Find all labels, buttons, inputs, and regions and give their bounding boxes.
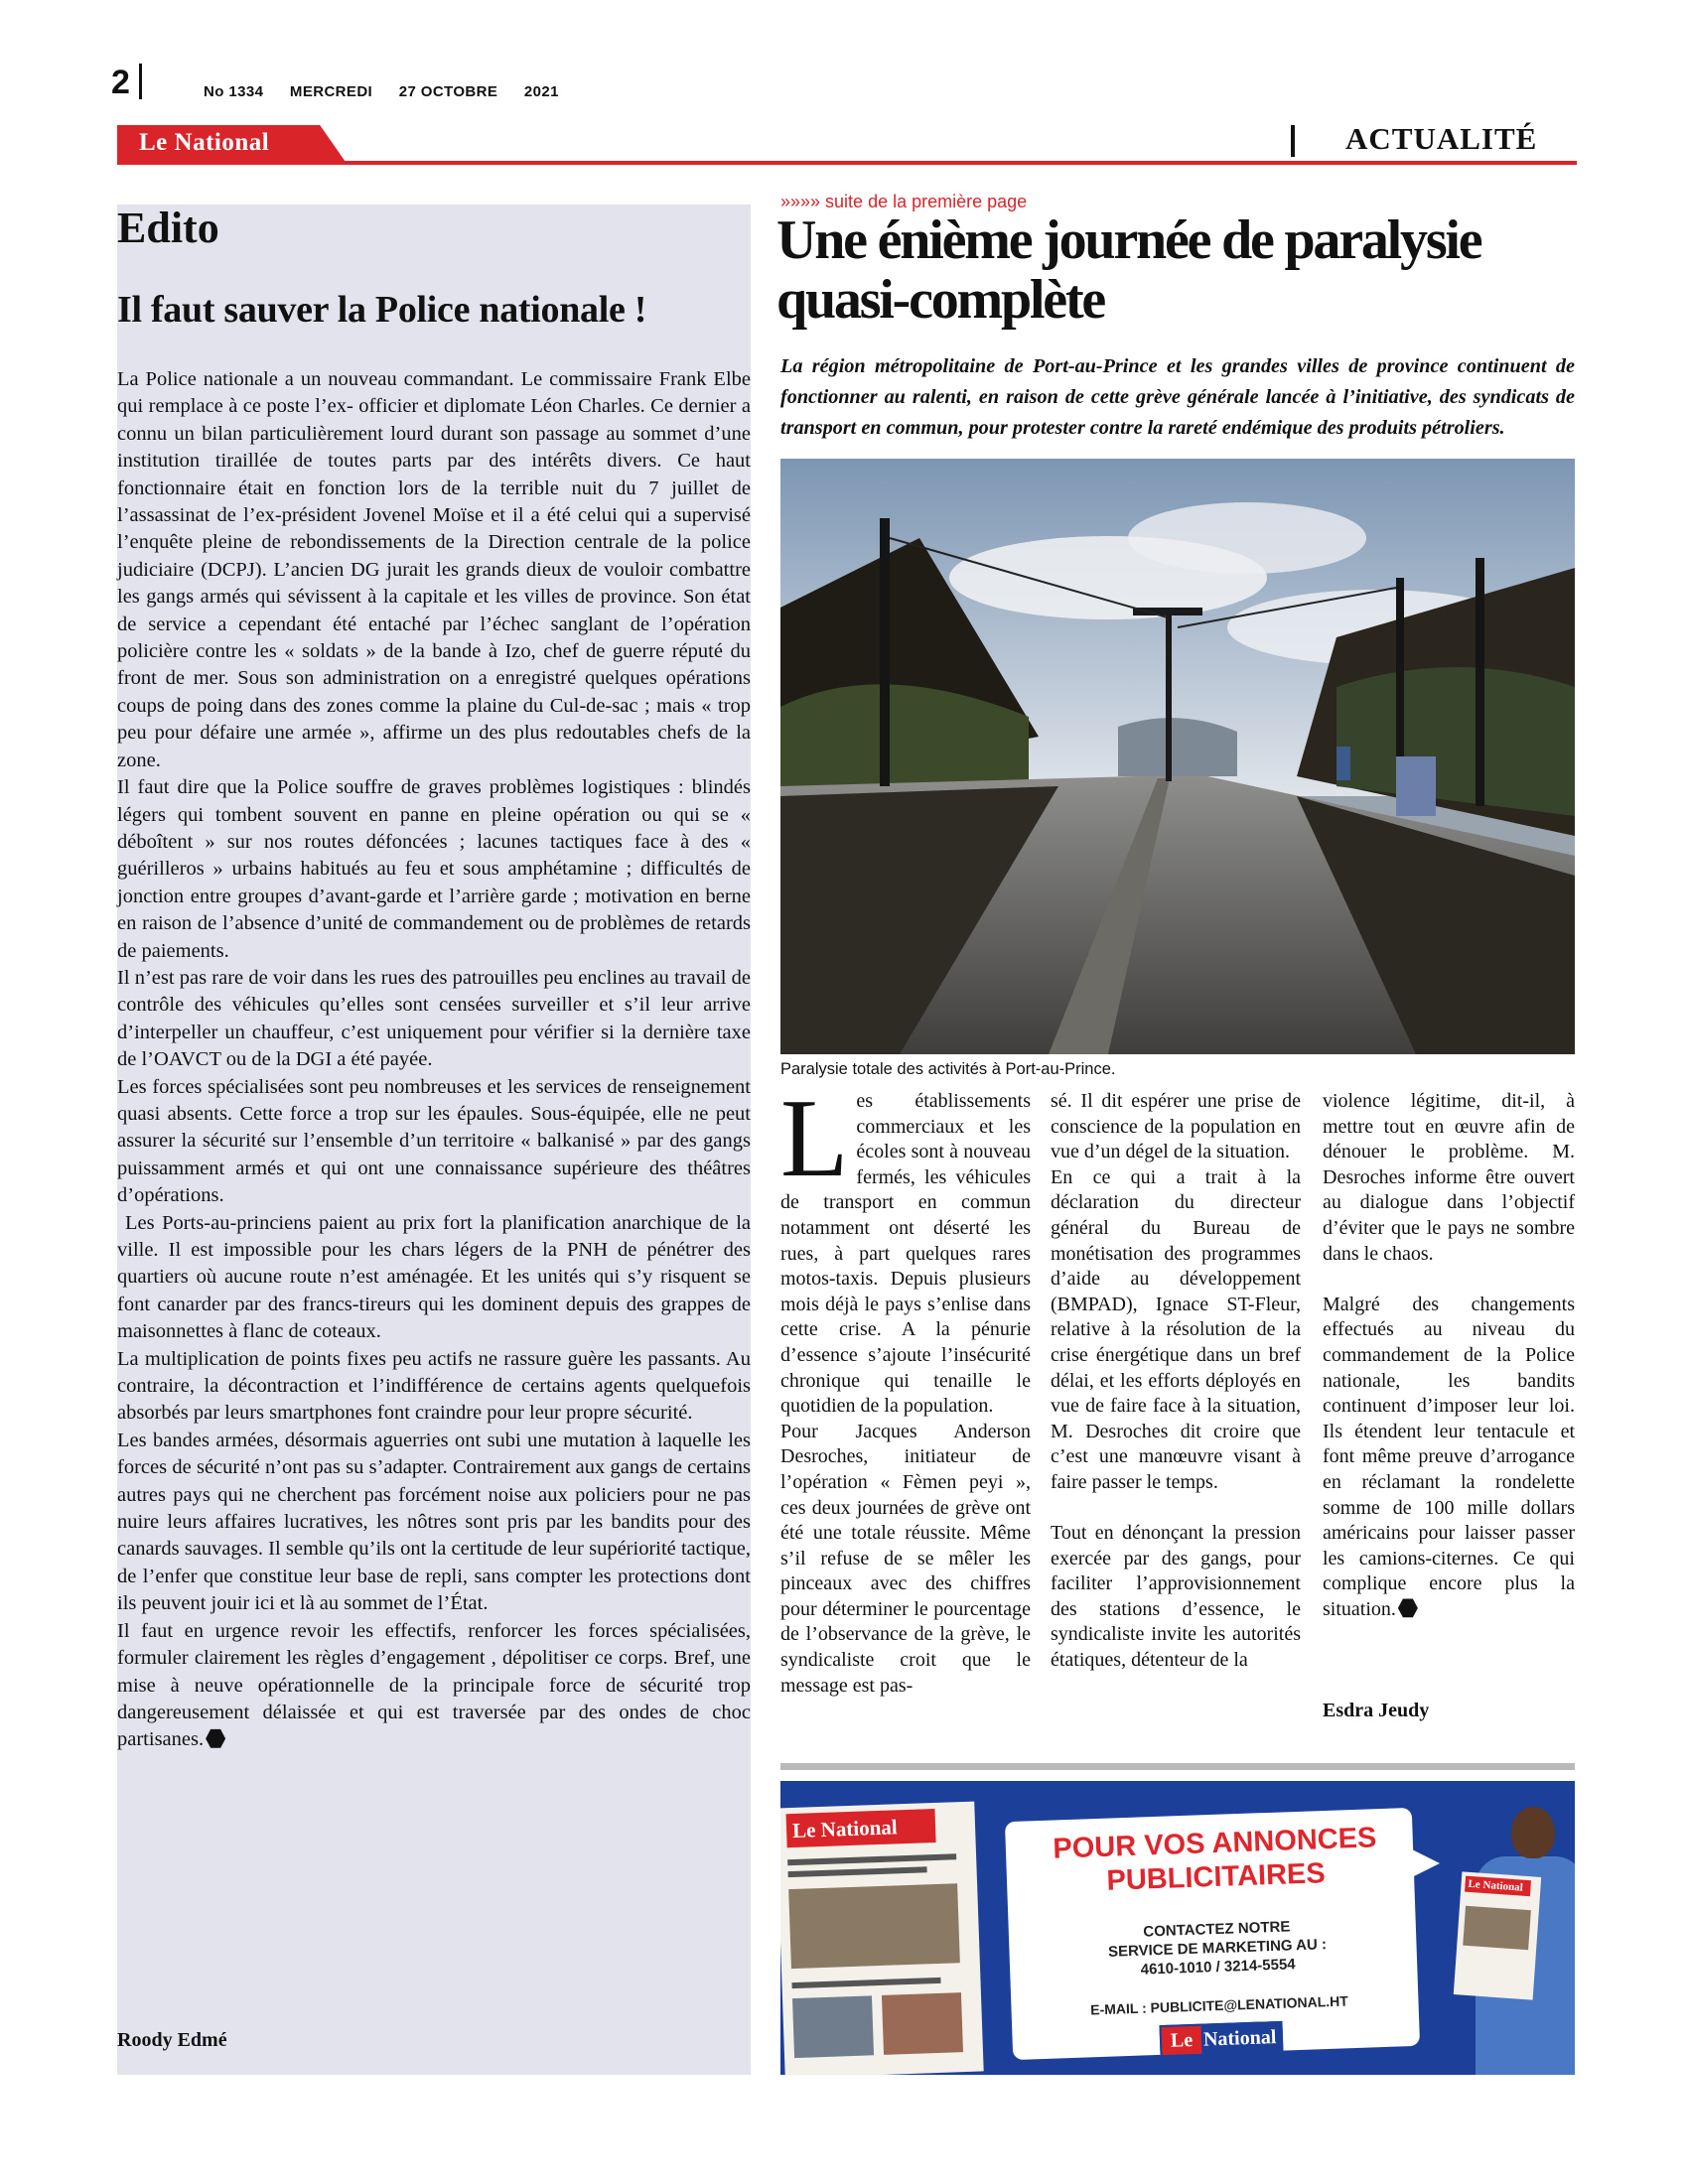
end-mark-icon bbox=[1398, 1598, 1418, 1618]
page-number-divider bbox=[139, 64, 142, 99]
speech-bubble-tail bbox=[1406, 1846, 1440, 1880]
edito-paragraph: La multiplication de points fixes peu actifs ne rassure guère les passants. Au contraire, la décontraction et l’indifférence de certains agents quelquefois absorbés par leurs smartphones font craindre pour leur propre sécurité. bbox=[117, 1347, 751, 1425]
edito-paragraph: Il n’est pas rare de voir dans les rues des patrouilles peu enclines au travail de contrôle des véhicules qu’elles sont censées surveiller et s’il leur arrive d’interpeller un chauffeur, c’est uniquement pour vérifier si la dernière taxe de l’OAVCT ou de la DGI a été payée. bbox=[117, 966, 751, 1071]
edito-title: Il faut sauver la Police nationale ! bbox=[117, 289, 647, 331]
issue-year: 2021 bbox=[523, 83, 559, 100]
mini-newspaper-logo: Le National bbox=[1465, 1876, 1531, 1897]
ad-title: POUR VOS ANNONCES PUBLICITAIRES bbox=[1052, 1822, 1377, 1897]
end-mark-icon bbox=[206, 1728, 225, 1748]
edito-label: Edito bbox=[117, 204, 219, 252]
article-paragraph-last bbox=[1323, 1293, 1575, 1623]
street-photo-illustration bbox=[780, 459, 1575, 1054]
article-standfirst: La région métropolitaine de Port-au-Prince et les grandes villes de province continuent de fonctionner au ralenti, en raison de cette grève générale lancée à l’initiative, des syndicats de transport en commun, pour protester contre la rareté endémique des produits pétroliers. bbox=[780, 355, 1575, 439]
photo-caption: Paralysie totale des activités à Port-au-Prince. bbox=[780, 1060, 1116, 1078]
section-divider bbox=[1291, 125, 1295, 157]
article-paragraph: violence légitime, dit-il, à mettre tout en œuvre afin de dénouer le problème. M. Desroches informe être ouvert au dialogue dans l’objectif d’éviter que le pays ne sombre dans le chaos. bbox=[1323, 1090, 1575, 1265]
edito-paragraph: Les bandes armées, désormais aguerries ont subi une mutation à laquelle les forces de sécurité n’ont pas su s’adapter. Contrairement aux gangs de certains autres pays qui ne cherchent pas forcément noise aux policiers pour ne pas nuire leurs affaires lucratives, les nôtres sont pris par les bandits pour des canards sauvages. Il semble qu’ils ont la certitude de leur supériorité tactique, de l’enfer que constitue leur base de repli, sans compter les protections dont ils peuvent jouir ici et là au sommet de l’État. bbox=[117, 1429, 751, 1615]
article-paragraph: sé. Il dit espérer une prise de conscience de la population en vue d’un dégel de la situation. bbox=[1051, 1090, 1301, 1163]
edito-paragraph: La Police nationale a un nouveau commandant. Le commissaire Frank Elbe qui remplace à ce poste l’ex- officier et diplomate Léon Charles. Ce dernier a connu un bilan particulièrement lourd durant son passage au sommet d’une institution tiraillée de toutes parts par des intérêts divers. Ce haut fonctionnaire était en fonction lors de la terrible nuit du 7 juillet de l’assassinat de l’ex-président Jovenel Moïse et il a été celui qui a supervisé l’enquête pleine de rebondissements de la Direction centrale de la police judiciaire (DCPJ). L’ancien DG jurait les grands dieux de vouloir combattre les gangs armés qui sévissent à la capitale et les villes de province. Son état de service a cependant été entaché par l’échec sanglant de l’opération policière contre les « soldats » de la bande à Izo, chef de guerre réputé du front de mer. Sous son administration on a enregistré quelques opérations coups de poing dans des zones comme la plaine du Cul-de-sac ; mais « trop peu pour défaire une armée », affirme un des plus redoutables chefs de la zone. bbox=[117, 368, 751, 771]
newspaper-logo: Le National bbox=[786, 1809, 936, 1847]
issue-date: 27 OCTOBRE bbox=[398, 83, 498, 100]
edito-paragraph: Les Ports-au-princiens paient au prix fort la planification anarchique de la ville. Il est impossible pour les chars légers de la PNH de pénétrer des quartiers où aucune route n’est aménagée. Et les unités qui s’y risquent se font canarder par des francs-tireurs qui les dominent depuis des grappes de maisonnettes à flanc de coteaux. bbox=[117, 1211, 751, 1343]
mini-newspaper-photo bbox=[1463, 1906, 1531, 1951]
section-divider-bar bbox=[780, 1763, 1575, 1770]
section-name: ACTUALITÉ bbox=[1345, 121, 1538, 156]
newspaper-photo bbox=[788, 1883, 960, 1969]
ad-contact-line: CONTACTEZ NOTRE bbox=[1143, 1918, 1291, 1941]
ad-logo-le: Le bbox=[1162, 2026, 1202, 2055]
article-column-3 bbox=[1323, 1089, 1575, 1622]
edito-paragraph: Les forces spécialisées sont peu nombreuses et les services de renseignement quasi absents. Cette force a trop sur les épaules. Sous-équipée, elle ne peut assurer la sécurité sur l’ensemble d’un territoire « balkanisé » par des gangs puissamment armés et qui ont une connaissance supérieure des théâtres d’opérations. bbox=[117, 1075, 751, 1207]
brand-name: Le National bbox=[139, 129, 270, 156]
edito-paragraph: Il faut en urgence revoir les effectifs, renforcer les forces spécialisées, formuler clairement les règles d’engagement , dépolitiser ce corps. Bref, une mise à neuve opérationnelle de la principale force de sécurité trop dangereusement délaissée et qui est traversée par des ondes de choc partisanes. bbox=[117, 1619, 751, 1751]
person-head bbox=[1511, 1807, 1555, 1858]
edito-paragraph: Il faut dire que la Police souffre de graves problèmes logistiques : blindés légers qui tombent souvent en panne en pleine opération ou qui se « déboîtent » sur nos routes défoncées ; lacunes tactiques face à des « guérilleros » urbains habitués au feu et sous amphétamine ; difficultés de jonction entre groupes d’avant-garde et l’arrière garde ; motivation en berne en raison de l’absence d’unité de commandement ou de problèmes de retards de paiements. bbox=[117, 776, 751, 962]
article-author: Esdra Jeudy bbox=[1323, 1700, 1430, 1721]
article-paragraph: Tout en dénonçant la pression exercée par des gangs, pour faciliter l’approvisionnement des stations d’essence, le syndicaliste invite les autorités étatiques, détenteur de la bbox=[1051, 1522, 1301, 1672]
newspaper-photo bbox=[882, 1992, 963, 2055]
ad-contact-line: SERVICE DE MARKETING AU : bbox=[1107, 1936, 1328, 1961]
advertisement[interactable] bbox=[780, 1781, 1575, 2075]
article-kicker: »»»» suite de la première page bbox=[780, 192, 1028, 211]
edito-paragraph-last bbox=[117, 1618, 751, 1754]
ad-logo bbox=[1159, 2021, 1283, 2057]
article-column-2 bbox=[1051, 1089, 1301, 1674]
article-paragraph: es établissements commerciaux et les écoles sont à nouveau fermés, les véhicules de transport en commun notamment ont déserté les rues, à part quelques rares motos-taxis. Depuis plusieurs mois déjà le pays s’enlise dans cette crise. A la pénurie d’essence s’ajoute l’insécurité chronique qui tenaille le quotidien de la population. bbox=[780, 1090, 1031, 1418]
edito-body bbox=[117, 366, 751, 1754]
header-rule bbox=[117, 161, 1577, 165]
article-column-1 bbox=[780, 1077, 1031, 1699]
article-photo bbox=[780, 459, 1575, 1054]
edito-author: Roody Edmé bbox=[117, 2029, 227, 2051]
article-paragraph: Malgré des changements effectués au niveau du commandement de la Police nationale, les bandits continuent d’imposer leur loi. Ils étendent leur tentacule et font même preuve d’arrogance en réclamant la rondelette somme de 100 mille dollars américains pour laisser passer les camions-citernes. Ce qui complique encore plus la situation. bbox=[1323, 1293, 1575, 1620]
article-paragraph: Pour Jacques Anderson Desroches, initiateur de l’opération « Fèmen peyi », ces deux journées de grève ont été une totale réussite. Même s’il refuse de se mêler les pinceaux avec des chiffres pour déterminer le pourcentage de l’observance de la grève, le syndicaliste croit que le message est pas- bbox=[780, 1420, 1031, 1697]
newspaper-illustration bbox=[780, 1802, 984, 2075]
ad-logo-national: National bbox=[1202, 2026, 1277, 2051]
issue-line bbox=[204, 83, 581, 100]
ad-phones: 4610-1010 / 3214-5554 bbox=[1140, 1956, 1296, 1979]
ad-email[interactable]: E-MAIL : PUBLICITE@LENATIONAL.HT bbox=[1089, 1992, 1349, 2018]
drop-cap: L bbox=[780, 1077, 849, 1200]
issue-weekday: MERCREDI bbox=[289, 83, 373, 100]
article-headline: Une énième journée de paralysie quasi-complète bbox=[776, 209, 1481, 331]
text-line bbox=[787, 1853, 956, 1865]
article-paragraph: En ce qui a trait à la déclaration du directeur général du Bureau de monétisation des programmes d’aide au développement (BMPAD), Ignace ST-Fleur, relative à la résolution de la crise énergétique dans un bref délai, et les efforts déployés en vue de faire face à la situation, M. Desroches dit croire que c’est une manœuvre visant à faire passer le temps. bbox=[1051, 1165, 1301, 1493]
newspaper-photo bbox=[792, 1995, 874, 2058]
mini-newspaper-illustration bbox=[1454, 1871, 1541, 1999]
issue-number: No 1334 bbox=[204, 83, 264, 100]
text-line bbox=[791, 1978, 940, 1988]
text-line bbox=[788, 1866, 927, 1877]
page-number: 2 bbox=[111, 64, 130, 101]
